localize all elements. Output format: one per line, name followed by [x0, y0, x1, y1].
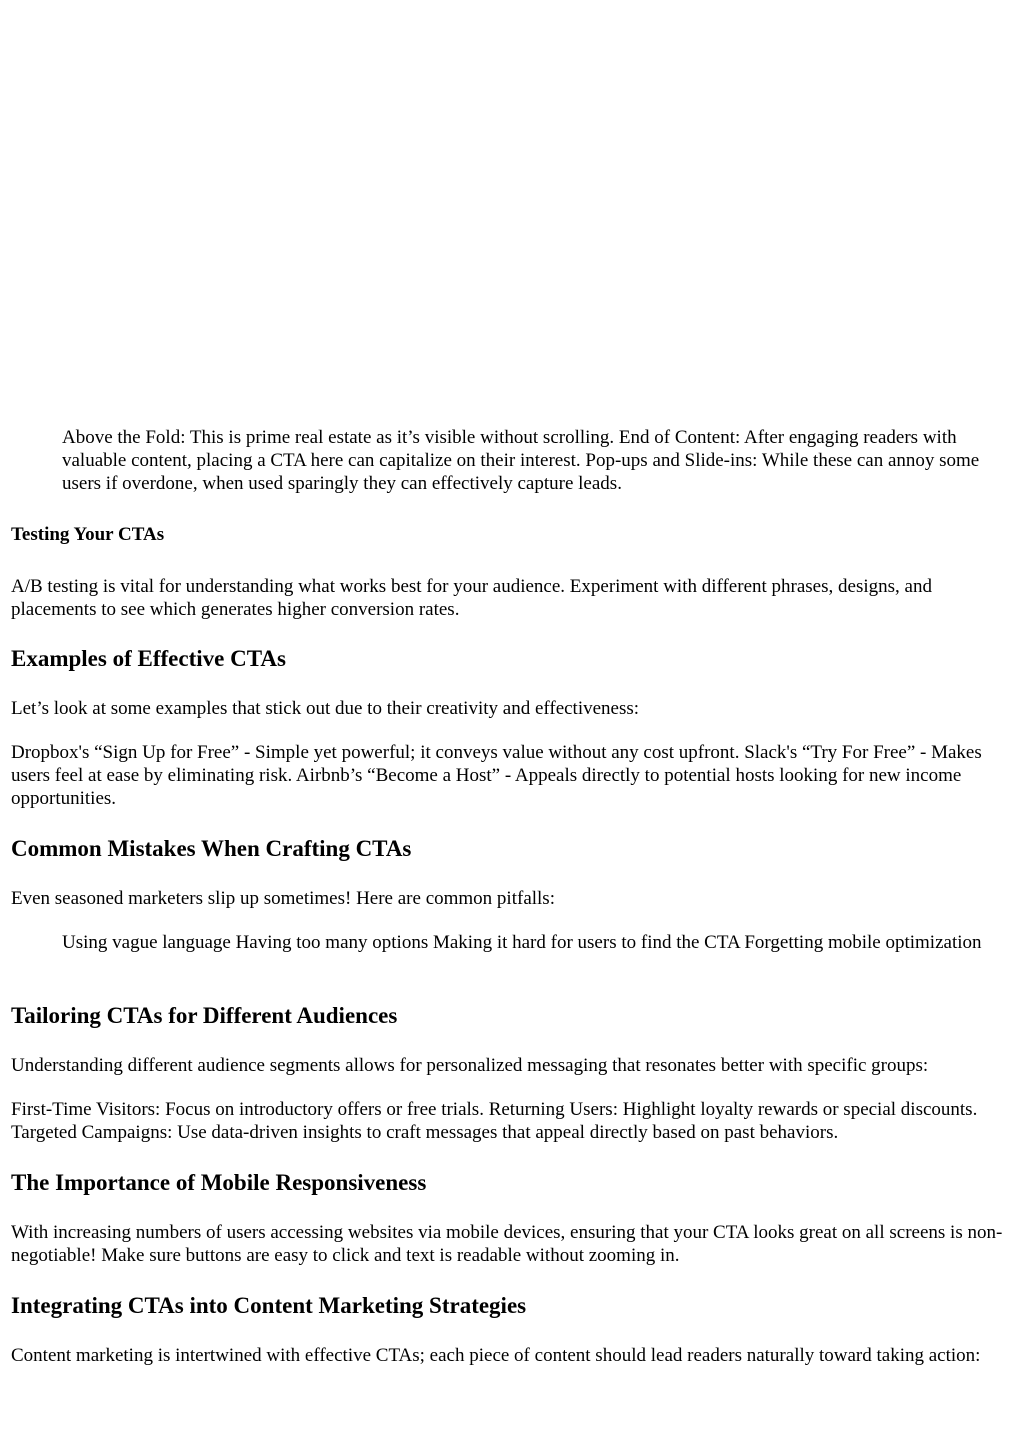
integrating-paragraph: Content marketing is intertwined with effective CTAs; each piece of content should lead readers naturally toward taking action:	[11, 1345, 981, 1366]
integrating-heading: Integrating CTAs into Content Marketing Strategies	[11, 1293, 527, 1318]
mistakes-heading: Common Mistakes When Crafting CTAs	[11, 836, 412, 861]
mistakes-list	[62, 931, 1013, 954]
audiences-paragraph: First-Time Visitors: Focus on introductory offers or free trials. Returning Users: Highlight loyalty rewards or special discounts. Targeted Campaigns: Use data-driven insights to craft messages that appeal directly based on past behaviors.	[11, 1099, 978, 1143]
audiences-heading: Tailoring CTAs for Different Audiences	[11, 1003, 398, 1028]
examples-intro: Let’s look at some examples that stick out due to their creativity and effectiveness:	[11, 698, 640, 719]
audiences-intro: Understanding different audience segments allows for personalized messaging that resonates better with specific groups:	[11, 1055, 929, 1076]
mistakes-intro: Even seasoned marketers slip up sometimes! Here are common pitfalls:	[11, 888, 555, 909]
mobile-heading: The Importance of Mobile Responsiveness	[11, 1170, 427, 1195]
testing-heading: Testing Your CTAs	[11, 524, 165, 545]
mistakes-list-text: Using vague language Having too many options Making it hard for users to find the CTA Forgetting mobile optimization	[62, 932, 982, 953]
testing-paragraph: A/B testing is vital for understanding what works best for your audience. Experiment with different phrases, designs, and placements to see which generates higher conversion rates.	[11, 576, 932, 620]
cta-placement-list	[62, 426, 1013, 495]
cta-placement-text: Above the Fold: This is prime real estate as it’s visible without scrolling. End of Content: After engaging readers with valuable content, placing a CTA here can capitalize on their interest. Pop-ups and Slide-ins: While these can annoy some users if overdone, when used sparingly they can effectively capture leads.	[62, 427, 980, 494]
examples-heading: Examples of Effective CTAs	[11, 646, 286, 671]
mobile-paragraph: With increasing numbers of users accessing websites via mobile devices, ensuring that your CTA looks great on all screens is non-negotiable! Make sure buttons are easy to click and text is readable without zooming in.	[11, 1222, 1003, 1266]
examples-paragraph: Dropbox's “Sign Up for Free” - Simple yet powerful; it conveys value without any cost upfront. Slack's “Try For Free” - Makes users feel at ease by eliminating risk. Airbnb’s “Become a Host” - Appeals directly to potential hosts looking for new income opportunities.	[11, 742, 982, 809]
